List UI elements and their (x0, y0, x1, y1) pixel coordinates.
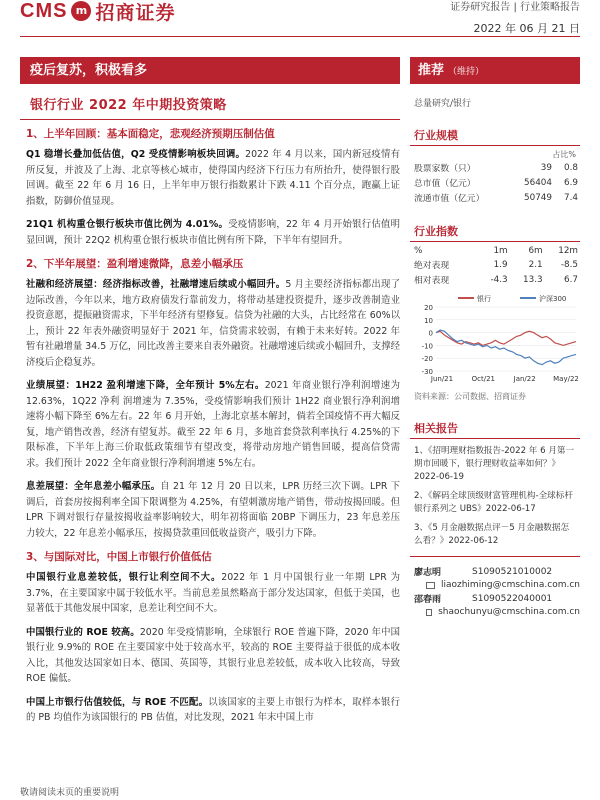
analyst-info (410, 556, 580, 617)
list-item[interactable]: 1、《招明理财指数报告-2022 年 6 月第一期市回暖下，银行理财收益率如何？》2022-06-19 (414, 446, 575, 482)
table-row (414, 175, 578, 190)
cell: -4.3 (490, 274, 508, 285)
row-label: 绝对表现 (414, 261, 450, 271)
legend-label: 银行 (477, 295, 491, 303)
col-header: 1m (493, 246, 508, 256)
chart-source: 资料来源：公司数据、招商证券 (414, 392, 526, 401)
x-tick-label: May/22 (553, 375, 579, 383)
table-header-row (414, 245, 578, 257)
cell: 6.7 (564, 274, 578, 285)
logo-mark-icon: m (71, 1, 91, 21)
logo-en: CMS (20, 0, 68, 22)
paragraph-lead: Q1 稳增长叠加低估值，Q2 受疫情影响板块回调。 (26, 149, 246, 160)
analyst-email[interactable]: liaozhiming@cmschina.com.cn (440, 580, 580, 590)
paragraph-5 (26, 479, 400, 541)
series-line (436, 331, 576, 345)
list-item[interactable]: 3、《5 月金融数据点评－5 月金融数据怎么看？》2022-06-12 (414, 523, 570, 546)
paragraph-body: 受疫情影响，22 年 4 月开始银行估值明显回调，预计 22Q2 机构重仓银行板块市值比例有所下降，下半年有望回升。 (26, 219, 400, 246)
paragraph-body: 自 21 年 12 月 20 日以来，LPR 历经三次下调。LPR 下调后，首套房按揭利率全国下限调整为 4.25%，有望刺激房地产销售，带动按揭回暖。但 LPR 下调对银行存量按揭收益率影响较大，明年初将面临 20BP 下调压力，23 年息差压力较大，22 年息差小幅承压，按揭贷款重回低收益资产，吸引力下降。 (26, 481, 400, 539)
mail-icon (426, 609, 432, 616)
scale-pct-header: 占比% (552, 150, 576, 159)
report-type: 证券研究报告 | 行业策略报告 (450, 2, 580, 13)
rating-banner (410, 57, 580, 84)
scale-label: 流通市值（亿元） (414, 194, 485, 204)
mail-icon (426, 582, 435, 589)
scale-heading: 行业规模 (410, 125, 580, 146)
paragraph-3 (26, 277, 400, 370)
paragraph-8 (26, 695, 400, 726)
paragraph-lead: 中国银行业息差较低，银行让利空间不大。 (26, 572, 222, 583)
scale-value: 50749 (524, 192, 552, 203)
page-title: 银行行业 2022 年中期投资策略 (30, 98, 227, 113)
paragraph-body: 2020 年受疫情影响，全球银行 ROE 普遍下降，2020 年中国银行业 9.9%的 ROE 在主要国家中处于较高水平，较高的 ROE 主要得益于很低的成本收入比，其他发达国家如日本、德国、英国等，其银行业息差较低，成本收入比较高，导致 ROE 偏低。 (26, 626, 400, 684)
analyst-row (414, 565, 580, 578)
header-meta (450, 2, 580, 36)
table-row (414, 257, 578, 272)
analyst-name: 廖志明 (414, 568, 442, 578)
index-chart (414, 291, 580, 389)
paragraph-2 (26, 217, 400, 248)
paragraph-body: 2022 年 1 月中国银行业一年期 LPR 为 3.7%，在主要国家中属于较低水平。当前息差虽然略高于部分发达国家，但低于美国，也显著低于其他发展中国家，息差让利空间不大。 (26, 572, 400, 614)
paragraph-lead: 21Q1 机构重仓银行板块市值比例为 4.01%。 (26, 219, 229, 230)
analyst-email-row (426, 607, 580, 617)
analyst-email[interactable]: shaochunyu@cmschina.com.cn (438, 607, 580, 617)
scale-pct: 6.9 (564, 177, 578, 188)
analyst-id: S1090522040001 (472, 593, 553, 604)
page-footer: 敬请阅读末页的重要说明 (20, 788, 120, 798)
paragraph-lead: 社融和经济展望：经济指标改善，社融增速后续或小幅回升。 (26, 279, 286, 290)
scale-table (414, 160, 578, 205)
scale-pct: 7.4 (564, 192, 578, 203)
sidebar (410, 92, 580, 617)
index-table (414, 245, 578, 287)
rating-sub: （维持） (448, 67, 485, 77)
paragraph-1 (26, 147, 400, 209)
paragraph-body: 2022 年 4 月以来，国内新冠疫情有所反复，并波及了上海、北京等核心城市，使得国内经济下行压力有所抬升，使得银行股回调。截至 22 年 6 月 16 日，上半年申万银行指数累计下跌 4.11 个百分点，跑赢上证指数，防御价值显现。 (26, 149, 401, 207)
series-line (436, 330, 576, 365)
scale-value: 56404 (524, 177, 552, 188)
y-tick-label: 20 (424, 304, 433, 312)
x-tick-label: Jan/22 (513, 375, 536, 383)
index-chart-svg (414, 291, 580, 389)
analyst-email-row (426, 580, 580, 590)
y-tick-label: 0 (428, 329, 433, 338)
scale-pct: 0.8 (564, 162, 578, 173)
y-tick-label: -20 (421, 355, 433, 364)
list-item[interactable]: 2、《解码全球顶级财富管理机构-全球标杆银行系列之 UBS》2022-06-17 (414, 491, 573, 514)
col-header: 12m (558, 246, 578, 256)
y-tick-label: -30 (421, 368, 433, 376)
analyst-id: S1090521010002 (472, 566, 553, 577)
main-column (20, 92, 400, 734)
x-tick-label: Oct/21 (471, 375, 496, 383)
company-logo (20, 0, 175, 22)
page-header (0, 0, 600, 36)
paragraph-body: 2021 年商业银行净利润增速为 12.63%，1Q22 净利 润增速为 7.35%，受疫情影响我们预计 1H22 商业银行净利润增速将小幅下降至 6%左右。22 年 6 月开始，上海北京基本解封，倘若全国疫情不再大幅反复，地产销售改善，经济有望复苏。截至 22 年 6 月，多地首套贷款利率执行 4.25%的下限标准，下半年上海三价取低政策细节有望改变，将带动房地产销售回暖，提高信贷需求。我们预计 2022 全年商业银行净利润增速 5%左右。 (26, 380, 400, 469)
scale-label: 股票家数（只） (414, 164, 476, 174)
paragraph-7 (26, 625, 400, 687)
y-tick-label: -10 (421, 342, 433, 351)
section-heading-2: 2、下半年展望：盈利增速微降，息差小幅承压 (26, 258, 244, 270)
col-header: 6m (528, 246, 543, 256)
paragraph-6 (26, 570, 400, 617)
logo-cn: 招商证券 (95, 1, 176, 24)
table-row (414, 272, 578, 287)
report-date: 2022 年 06 月 21 日 (473, 22, 580, 35)
scale-label: 总市值（亿元） (414, 179, 476, 189)
rating-label: 推荐 (418, 63, 445, 78)
y-tick-label: 10 (424, 316, 433, 325)
paragraph-lead: 中国银行业的 ROE 较高。 (26, 626, 140, 638)
cell: -8.5 (560, 259, 578, 270)
paragraph-4 (26, 378, 400, 471)
scale-value: 39 (540, 162, 552, 173)
section-heading-1: 1、上半年回顾：基本面稳定，悲观经济预期压制估值 (26, 128, 275, 140)
x-tick-label: Jun/21 (430, 375, 454, 383)
table-row (414, 190, 578, 205)
analyst-row (414, 592, 580, 605)
col-header: % (414, 246, 423, 256)
row-label: 相对表现 (414, 276, 450, 286)
paragraph-lead: 息差展望：全年息差小幅承压。 (26, 481, 161, 492)
cell: 2.1 (528, 259, 543, 270)
index-heading: 行业指数 (410, 221, 580, 242)
table-row (414, 160, 578, 175)
reports-heading: 相关报告 (410, 418, 580, 439)
paragraph-lead: 业绩展望：1H22 盈利增速下降，全年预计 5%左右。 (26, 380, 265, 391)
analyst-group: 总量研究/银行 (414, 99, 472, 109)
cell: 1.9 (493, 259, 508, 270)
paragraph-body: 5 月主要经济指标都出现了边际改善，今年以来，地方政府债发行靠前发力，将带动基建投资提升，逐步改善制造业投资意愿，提振融资需求，下半年经济有望修复。信贷为社融的大头，占比经常在 60%以上，预计 22 年表外融资明显好于 2021 年，信贷需求较弱，有赖于未来好转。2022 年暂有社融增量 34.5 万亿，同比改善主要来自表外融资。社融增速后续或小幅回升，支撑经济疫后企稳复苏。 (26, 279, 400, 368)
legend-label: 沪深300 (539, 295, 567, 303)
analyst-name: 邵春雨 (414, 595, 442, 605)
reports-list (414, 445, 576, 548)
header-divider (20, 36, 580, 37)
paragraph-lead: 中国上市银行估值较低，与 ROE 不匹配。 (26, 696, 209, 708)
title-divider (20, 119, 400, 120)
headline-banner: 疫后复苏，积极看多 (20, 57, 400, 84)
section-heading-3: 3、与国际对比，中国上市银行价值低估 (26, 551, 212, 563)
paragraph-body: 以该国家的主要上市银行为样本，取样本银行的 PB 均值作为该国银行的 PB 估值，对比发现，2021 年末中国上市 (26, 696, 400, 723)
cell: 13.3 (523, 274, 543, 285)
